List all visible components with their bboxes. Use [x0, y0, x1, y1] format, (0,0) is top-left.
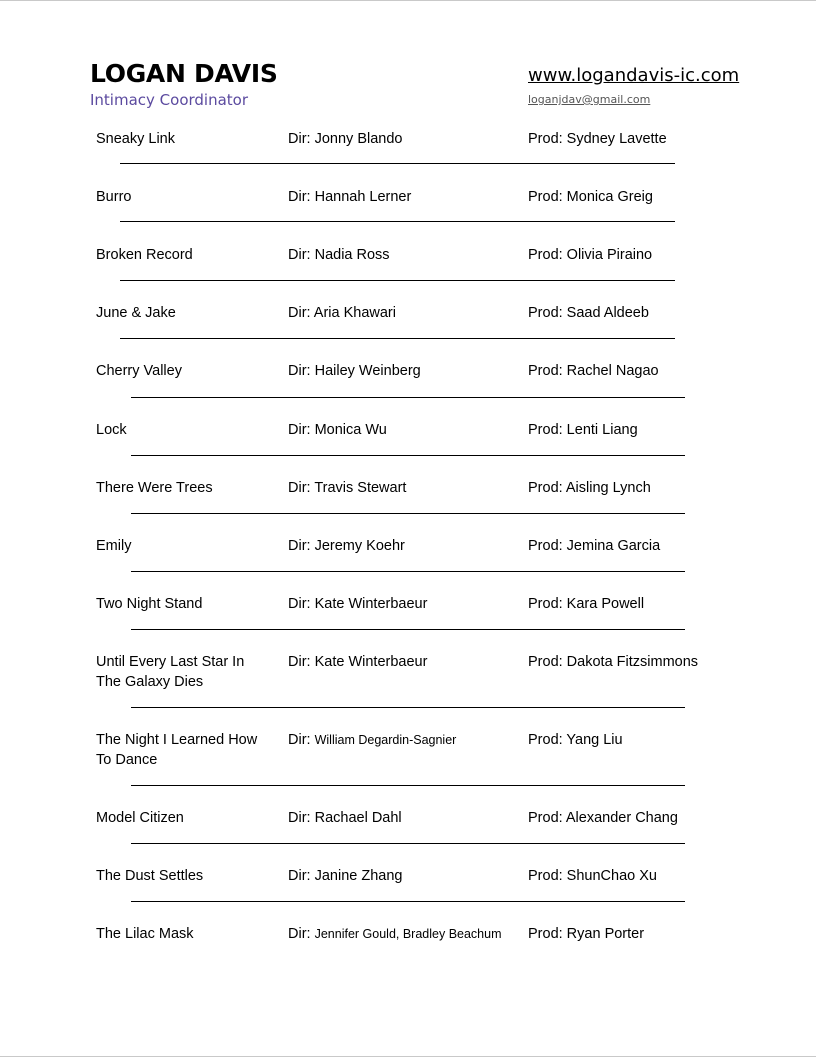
credit-producer: Prod: Aisling Lynch — [528, 480, 651, 496]
credit-director: Dir: Jennifer Gould, Bradley Beachum — [288, 926, 502, 942]
resume-role: Intimacy Coordinator — [90, 91, 249, 109]
website-link[interactable]: www.logandavis-ic.com — [528, 65, 740, 86]
credit-producer: Prod: Saad Aldeeb — [528, 305, 649, 321]
row-divider — [120, 221, 675, 222]
credit-producer: Prod: Jemina Garcia — [528, 538, 661, 554]
credit-director: Dir: Janine Zhang — [288, 868, 403, 884]
credit-producer: Prod: Rachel Nagao — [528, 363, 659, 379]
credit-producer: Prod: Ryan Porter — [528, 926, 645, 942]
page-top-border — [0, 0, 816, 1]
credit-director: Dir: Travis Stewart — [288, 480, 407, 496]
row-divider — [131, 455, 685, 456]
row-divider — [131, 397, 685, 398]
credit-title: Burro — [96, 189, 132, 205]
credit-director: Dir: Kate Winterbaeur — [288, 596, 428, 612]
email-link[interactable]: loganjdav@gmail.com — [528, 93, 651, 106]
credit-director: Dir: Nadia Ross — [288, 247, 390, 263]
row-divider — [131, 513, 685, 514]
credit-producer: Prod: Alexander Chang — [528, 810, 678, 826]
credit-title: Until Every Last Star In The Galaxy Dies — [96, 654, 245, 690]
credit-director: Dir: William Degardin-Sagnier — [288, 732, 457, 748]
credit-director: Dir: Aria Khawari — [288, 305, 396, 321]
credit-producer: Prod: Dakota Fitzsimmons — [528, 654, 699, 670]
credit-producer: Prod: Monica Greig — [528, 189, 653, 205]
row-divider — [120, 163, 675, 164]
credit-producer: Prod: Yang Liu — [528, 732, 623, 748]
credit-director: Dir: Rachael Dahl — [288, 810, 402, 826]
credit-director: Dir: Monica Wu — [288, 422, 387, 438]
row-divider — [131, 901, 685, 902]
credit-director: Dir: Jonny Blando — [288, 131, 403, 147]
credit-title: There Were Trees — [96, 480, 213, 496]
credit-producer: Prod: Olivia Piraino — [528, 247, 653, 263]
credit-title: June & Jake — [96, 305, 176, 321]
row-divider — [131, 843, 685, 844]
row-divider — [131, 629, 685, 630]
credit-title: Two Night Stand — [96, 596, 203, 612]
credit-title: The Night I Learned How To Dance — [96, 732, 258, 768]
page-bottom-border — [0, 1056, 816, 1057]
credit-producer: Prod: Sydney Lavette — [528, 131, 667, 147]
credit-director: Dir: Jeremy Koehr — [288, 538, 405, 554]
row-divider — [131, 785, 685, 786]
credit-title: Broken Record — [96, 247, 193, 263]
credit-producer: Prod: ShunChao Xu — [528, 868, 657, 884]
credit-director: Dir: Hannah Lerner — [288, 189, 412, 205]
resume-name: LOGAN DAVIS — [90, 59, 278, 88]
row-divider — [120, 338, 675, 339]
credit-title: Sneaky Link — [96, 131, 175, 147]
credit-producer: Prod: Lenti Liang — [528, 422, 638, 438]
credit-title: Emily — [96, 538, 132, 554]
row-divider — [131, 707, 685, 708]
row-divider — [131, 571, 685, 572]
row-divider — [120, 280, 675, 281]
credit-title: Model Citizen — [96, 810, 184, 826]
credit-director: Dir: Hailey Weinberg — [288, 363, 421, 379]
credit-title: Lock — [96, 422, 127, 438]
credit-title: Cherry Valley — [96, 363, 182, 379]
credit-producer: Prod: Kara Powell — [528, 596, 645, 612]
credit-title: The Dust Settles — [96, 868, 204, 884]
credit-title: The Lilac Mask — [96, 926, 194, 942]
credit-director: Dir: Kate Winterbaeur — [288, 654, 428, 670]
